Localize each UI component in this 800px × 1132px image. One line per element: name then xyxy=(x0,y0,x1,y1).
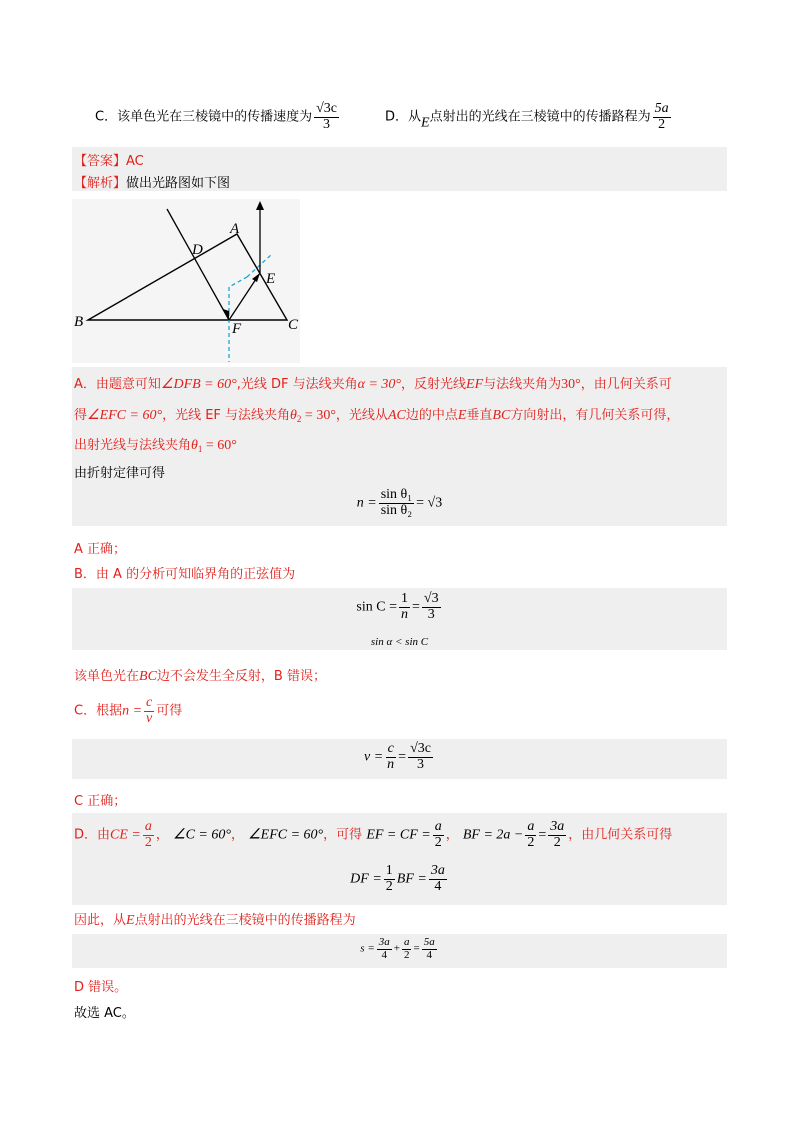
part-d-line-1: D．由CE = $\frac{a}{2}$ ， ∠C = 60°， ∠EFC = 60°，可得 EF = CF = $\frac{a}{2}$ ， BF = 2a − $\frac{a}{2}$ = $\frac{3a}{2}$ ，由几何关系可得 xyxy=(74,819,673,850)
part-b-line-1: B．由 A 的分析可知临界角的正弦值为 xyxy=(74,567,296,582)
refraction-equation: n = $\frac{\text{sin θ₁}}{\text{sin θ₂}}$ = √3 xyxy=(356,487,443,518)
final-answer: 故选 AC。 xyxy=(74,1006,135,1021)
part-c-line-1: C．根据n = $\frac{c}{v}$ 可得 xyxy=(74,695,183,726)
option-d: D．从E点射出的光线在三棱镜中的传播路程为 $\frac{5a}{2}$ xyxy=(385,101,669,132)
label-e: E xyxy=(266,271,276,287)
optical-path-diagram xyxy=(72,199,300,363)
label-a: A xyxy=(230,221,240,237)
sin-compare: sin α < sin C xyxy=(370,636,429,648)
path-fraction: $\frac{5a}{2}$ xyxy=(654,101,669,132)
answer-line: 【答案】AC xyxy=(74,154,144,169)
label-f: F xyxy=(232,321,242,337)
label-d: D xyxy=(192,242,203,258)
speed-fraction: $\frac{√3c}{3}$ xyxy=(316,101,337,132)
c-correct: C 正确； xyxy=(74,794,127,809)
part-a-line-4: 由折射定律可得 xyxy=(74,466,166,481)
part-a-line-2: 得∠EFC = 60°，光线 EF 与法线夹角$\theta_2 = 30^\circ$，光线从AC边的中点E垂直BC方向射出，有几何关系可得， xyxy=(74,408,680,424)
label-c: C xyxy=(288,317,299,333)
critical-angle-equation: sin C = $\frac{1}{n}$ = $\frac{√3}{3}$ xyxy=(356,591,439,622)
part-b-line-2: 该单色光在BC边不会发生全反射，B 错误； xyxy=(74,669,326,684)
option-c: C．该单色光在三棱镜中的传播速度为 $\frac{√3c}{3}$ xyxy=(95,101,337,132)
part-a-line-1: A．由题意可知∠DFB = 60°,光线 DF 与法线夹角α = 30°，反射光线EF与法线夹角为30°，由几何关系可 xyxy=(74,377,672,392)
part-d-line-2: 因此，从E点射出的光线在三棱镜中的传播路程为 xyxy=(74,913,356,928)
d-wrong: D 错误。 xyxy=(74,980,128,995)
df-equation: DF = $\frac{1}{2}$ BF = $\frac{3a}{4}$ xyxy=(350,863,445,894)
speed-equation: v = $\frac{c}{n}$ = $\frac{√3c}{3}$ xyxy=(364,741,431,772)
a-correct: A 正确； xyxy=(74,542,127,557)
label-b: B xyxy=(74,314,84,330)
path-equation: s = $\frac{3a}{4}$ + $\frac{a}{2}$ = $\frac{5a}{4}$ xyxy=(360,936,435,961)
part-a-line-3: 出射光线与法线夹角$\theta_1 = 60^\circ$ xyxy=(74,438,237,454)
analysis-line: 【解析】做出光路图如下图 xyxy=(74,176,231,191)
